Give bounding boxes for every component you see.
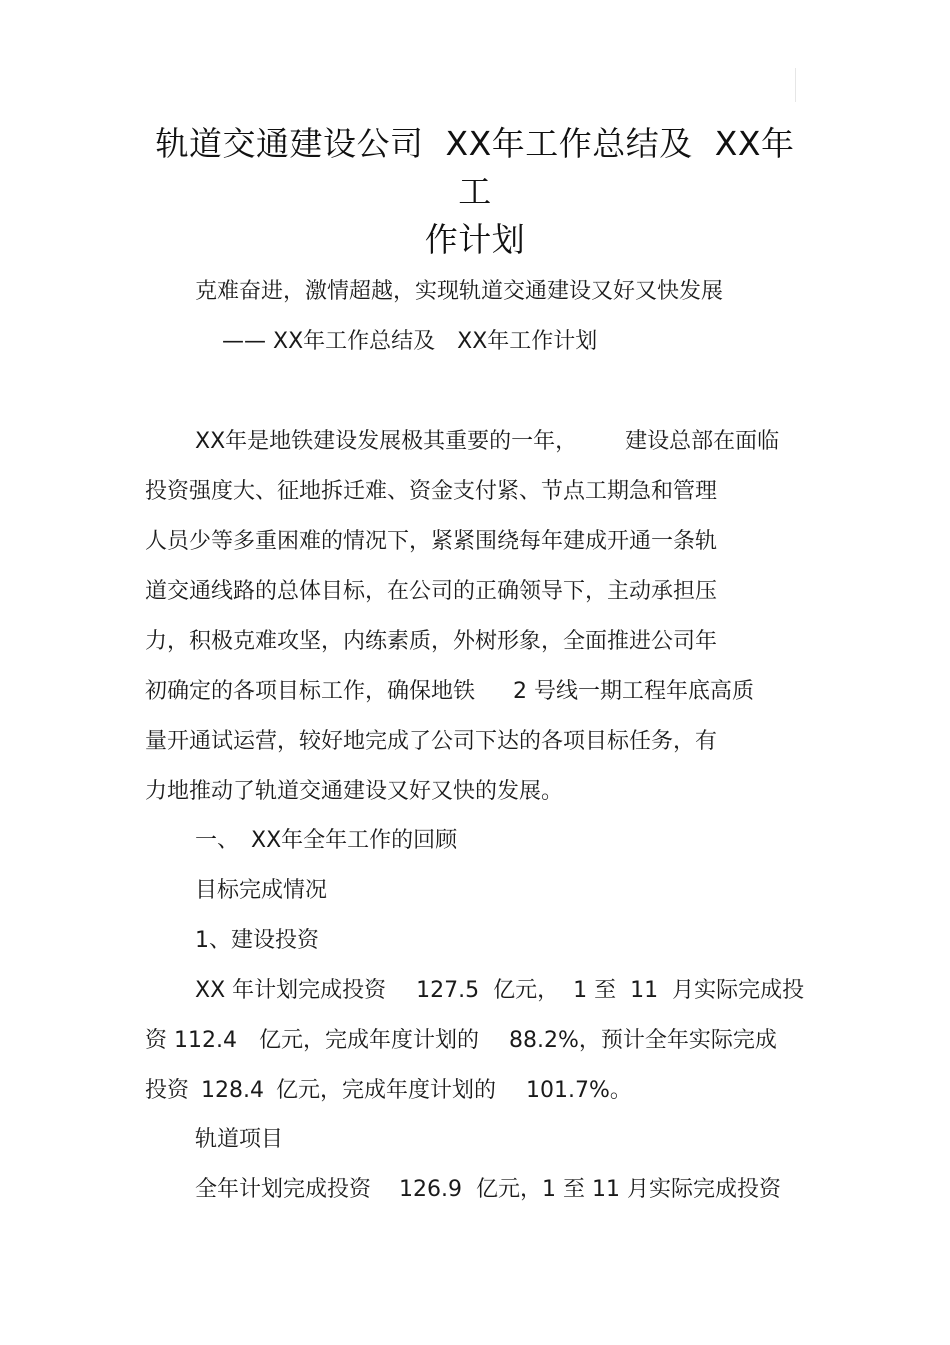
intro-line-6 (145, 677, 754, 707)
intro-line-1b: 建设总部在面临 (625, 429, 780, 454)
title-part-1: 轨道交通建设公司 (155, 124, 424, 163)
item-1-heading: 1、建设投资 (195, 928, 319, 953)
intro-line-6a: 初确定的各项目标工作，确保地铁 (145, 679, 476, 704)
invest-line-2 (145, 1026, 777, 1056)
invest-1d: 1 至 (573, 978, 617, 1003)
invest-3c: 亿元，完成年度计划的 (276, 1078, 497, 1103)
title-part-3: XX年工 (458, 124, 795, 211)
intro-line-6b: 2 号线一期工程年底高质 (513, 679, 755, 704)
invest-line-1 (195, 976, 804, 1006)
intro-line-3: 人员少等多重困难的情况下，紧紧围绕每年建成开通一条轨 (145, 529, 718, 554)
intro-line-1a: XX年是地铁建设发展极其重要的一年， (195, 429, 578, 454)
track-1b: 126.9 (399, 1177, 462, 1202)
subtitle-2-part-2: XX年工作计划 (457, 329, 598, 354)
intro-line-5: 力，积极克难攻坚，内练素质，外树形象，全面推进公司年 (145, 629, 718, 654)
subtitle-2 (222, 327, 597, 357)
track-line-1 (195, 1175, 781, 1205)
invest-2c: 88.2%，预计全年实际完成 (509, 1028, 777, 1053)
invest-3d: 101.7%。 (526, 1078, 632, 1103)
invest-1e: 11 (630, 978, 659, 1003)
invest-3b: 128.4 (201, 1078, 264, 1103)
subtitle: 克难奋进，激情超越，实现轨道交通建设又好又快发展 (195, 279, 724, 304)
invest-line-3 (145, 1076, 632, 1106)
page-edge-mark (795, 68, 796, 102)
section-heading-1 (195, 826, 457, 856)
track-heading: 轨道项目 (195, 1127, 284, 1152)
intro-line-2: 投资强度大、征地拆迁难、资金支付紧、节点工期急和管理 (145, 479, 718, 504)
invest-1b: 127.5 (416, 978, 480, 1003)
invest-1f: 月实际完成投 (672, 978, 805, 1003)
invest-2b: 亿元，完成年度计划的 (258, 1028, 479, 1053)
subtitle-dash: —— (222, 329, 266, 354)
section-number: 一、 (195, 828, 240, 853)
subtitle-2-part-1: XX年工作总结及 (273, 329, 436, 354)
invest-3a: 投资 (145, 1078, 190, 1103)
invest-1c: 亿元， (493, 978, 560, 1003)
track-1c: 亿元，1 至 11 月实际完成投资 (476, 1177, 781, 1202)
intro-line-8: 力地推动了轨道交通建设又好又快的发展。 (145, 779, 564, 804)
intro-line-1 (195, 427, 779, 457)
intro-line-4: 道交通线路的总体目标，在公司的正确领导下，主动承担压 (145, 579, 718, 604)
title-part-4: 作计划 (424, 220, 526, 259)
document-title (140, 120, 810, 264)
target-heading: 目标完成情况 (195, 878, 328, 903)
intro-line-7: 量开通试运营，较好地完成了公司下达的各项目标任务，有 (145, 729, 718, 754)
track-1a: 全年计划完成投资 (195, 1177, 372, 1202)
title-part-2: XX年工作总结及 (445, 124, 693, 163)
invest-1a: XX 年计划完成投资 (195, 978, 387, 1003)
section-heading-text: XX年全年工作的回顾 (251, 828, 458, 853)
invest-2a: 资 112.4 (145, 1028, 237, 1053)
